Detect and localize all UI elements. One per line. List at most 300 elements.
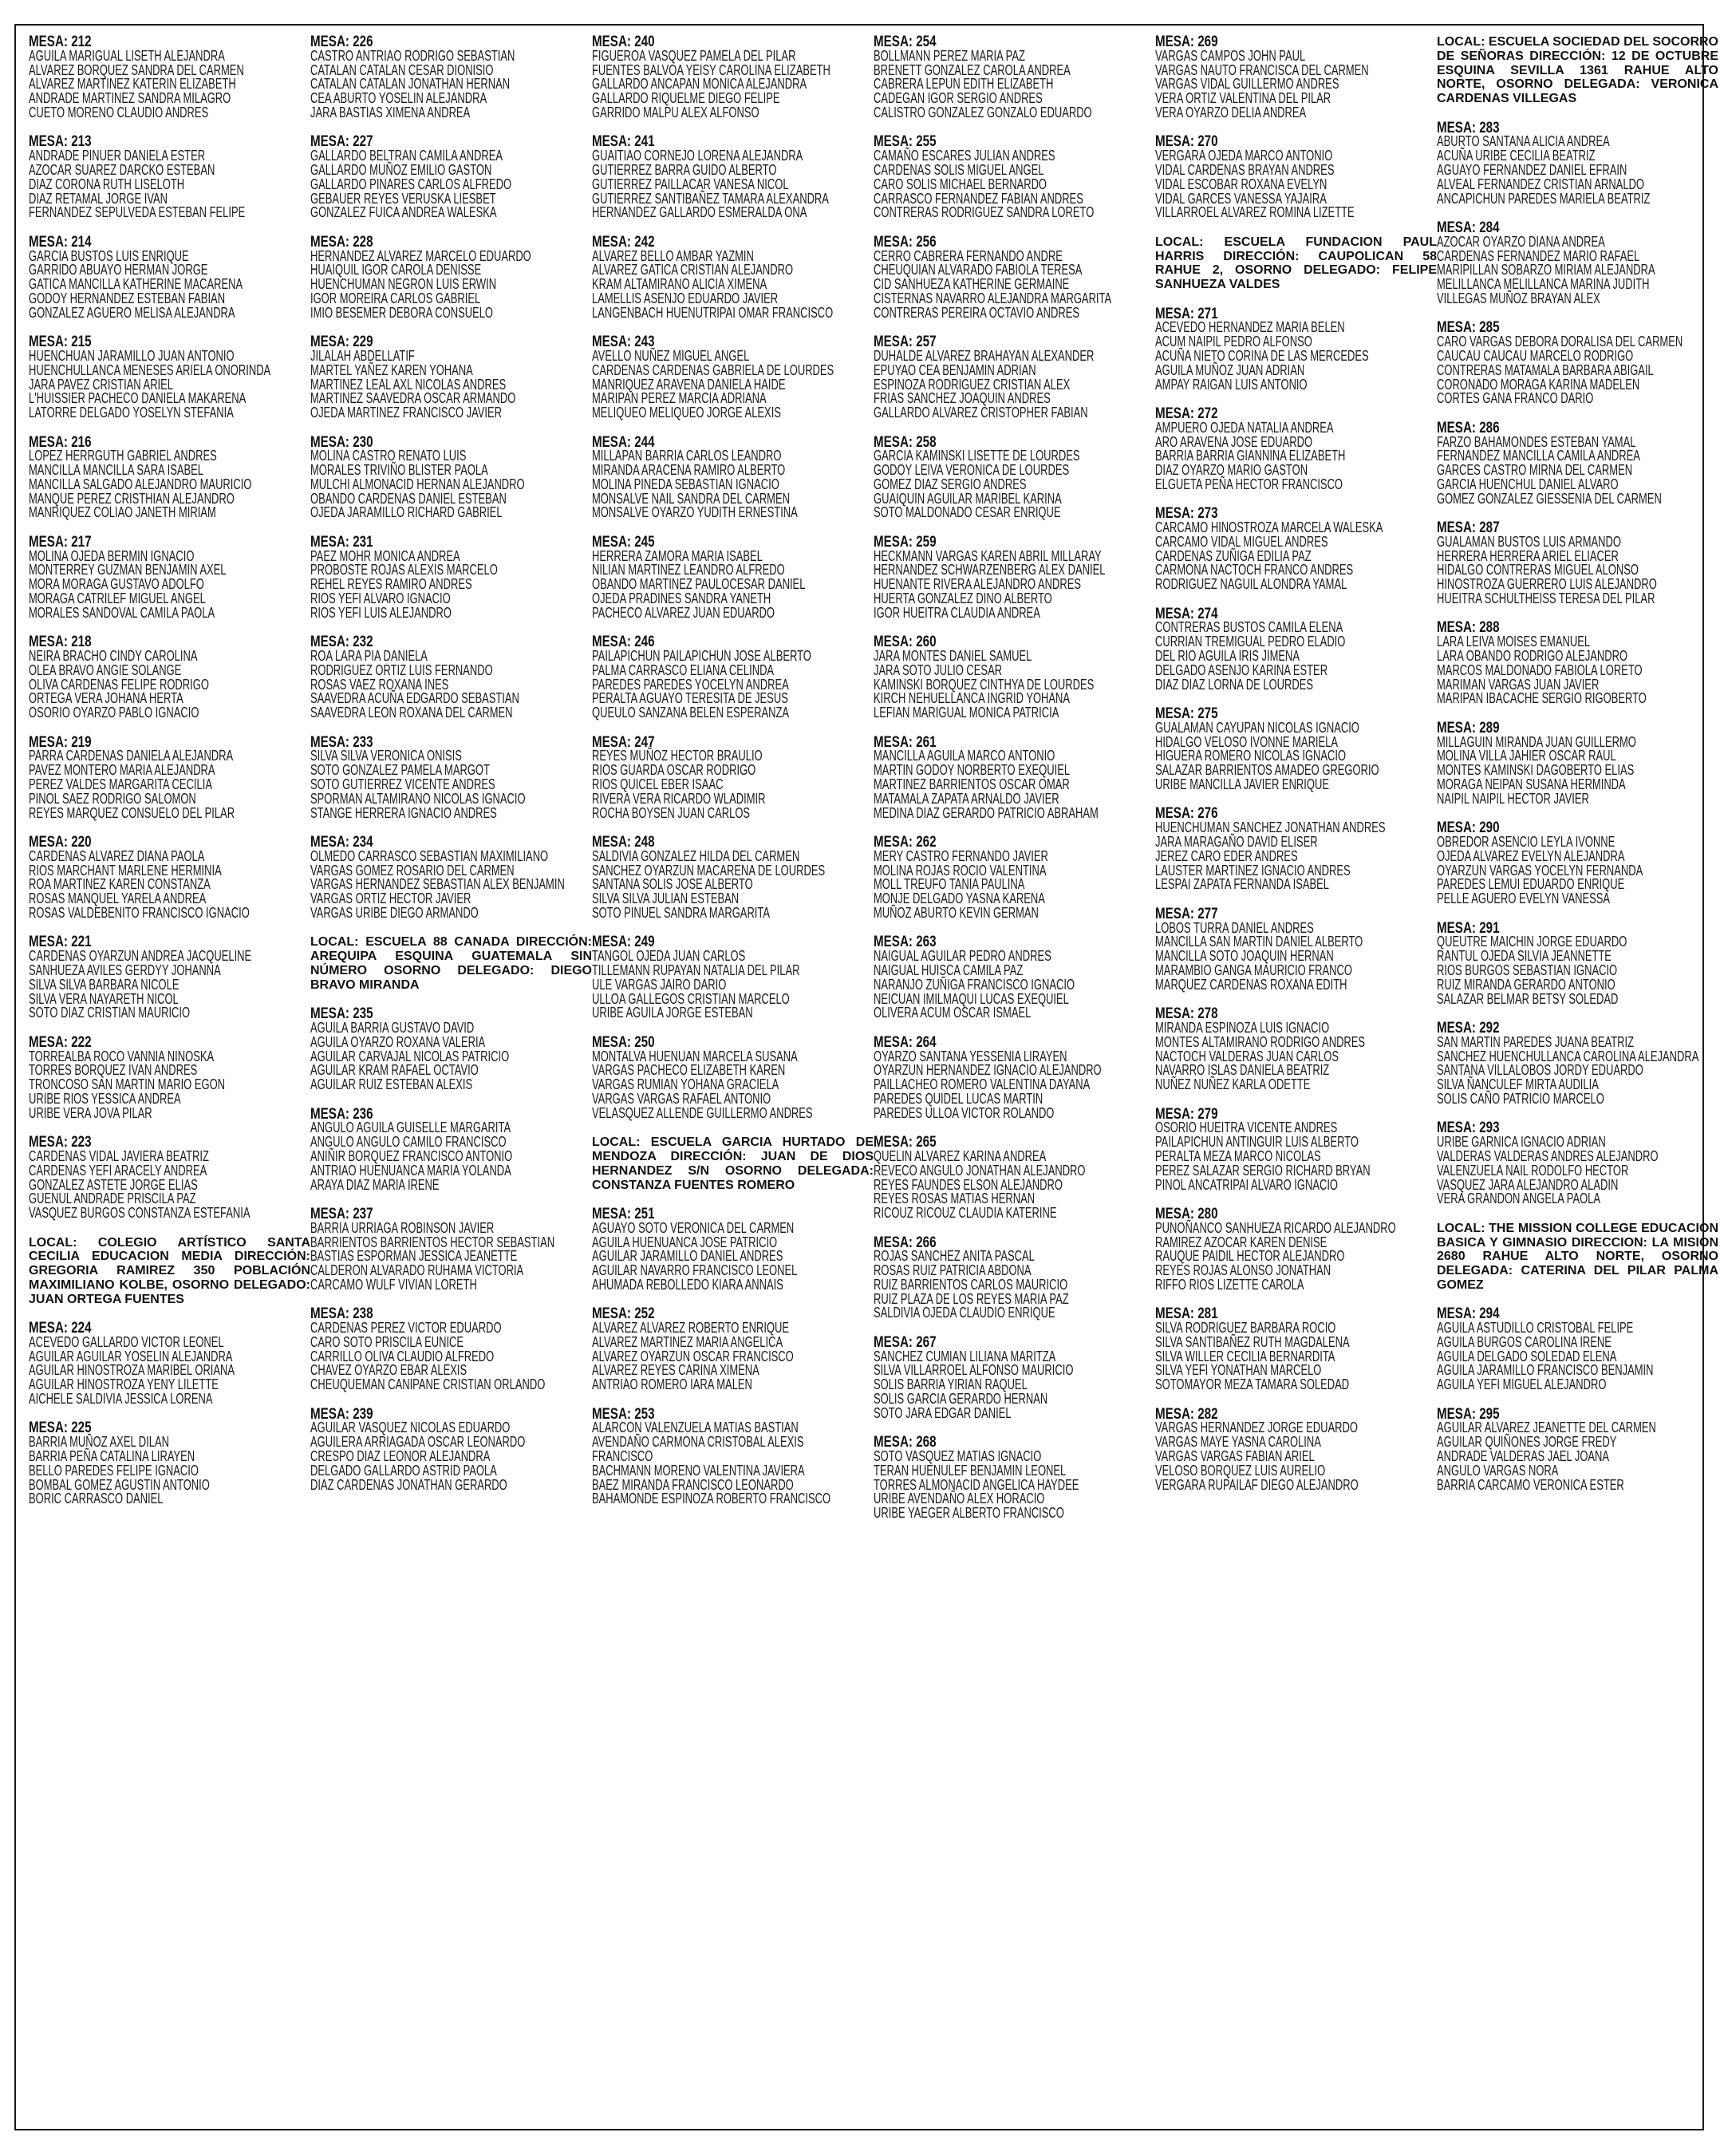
voter-name: LOPEZ HERRGUTH GABRIEL ANDRES — [29, 448, 217, 464]
voter-name: GUTIERREZ BARRA GUIDO ALBERTO — [592, 161, 777, 178]
voter-name: MELILLANCA MELILLANCA MARINA JUDITH — [1437, 276, 1650, 293]
voter-name: VARGAS ORTIZ HECTOR JAVIER — [310, 890, 471, 907]
mesa-title: MESA: 259 — [874, 533, 937, 551]
mesa-title: MESA: 285 — [1437, 319, 1500, 337]
voter-name: ROCHA BOYSEN JUAN CARLOS — [592, 804, 751, 821]
mesa-block — [592, 335, 874, 421]
voter-name: SANTANA VILLALOBOS JORDY EDUARDO — [1437, 1062, 1643, 1079]
voter-name: IMIO BESEMER DEBORA CONSUELO — [310, 304, 494, 321]
voter-name: JARA SOTO JULIO CESAR — [874, 661, 1003, 678]
voter-name: CARDENAS ALVAREZ DIANA PAOLA — [29, 847, 205, 864]
mesa-block — [29, 733, 310, 821]
voter-name: PAREDES ULLOA VICTOR ROLANDO — [874, 1104, 1055, 1121]
voter-name: HUENCHULLANCA MENESES ARIELA ONORINDA — [29, 361, 271, 378]
voter-name: GOMEZ DIAZ SERGIO ANDRES — [874, 476, 1027, 492]
voter-name: ACUM NAIPIL PEDRO ALFONSO — [1155, 334, 1312, 350]
voter-name: BARRIA URRIAGA ROBINSON JAVIER — [310, 1219, 495, 1236]
voter-name: FARZO BAHAMONDES ESTEBAN YAMAL — [1437, 433, 1636, 450]
voter-name: OBREDOR ASENCIO LEYLA IVONNE — [1437, 834, 1615, 850]
voter-name: HERNANDEZ ALVAREZ MARCELO EDUARDO — [310, 247, 531, 264]
voter-name: HIDALGO VELOSO IVONNE MARIELA — [1155, 733, 1339, 750]
mesa-block — [1155, 407, 1437, 492]
voter-name: AGUILAR ALVAREZ JEANETTE DEL CARMEN — [1437, 1420, 1656, 1436]
voter-name: CRESPO DIAZ LEONOR ALEJANDRA — [310, 1448, 491, 1465]
voter-name: BAHAMONDE ESPINOZA ROBERTO FRANCISCO — [592, 1491, 831, 1507]
voter-name: OSORIO HUEITRA VICENTE ANDRES — [1155, 1119, 1338, 1136]
mesa-title: MESA: 237 — [310, 1205, 373, 1222]
mesa-block — [592, 835, 874, 921]
mesa-block — [874, 335, 1155, 421]
mesa-title: MESA: 288 — [1437, 619, 1500, 637]
mesa-block — [29, 1321, 310, 1407]
voter-name: HIDALGO CONTRERAS MIGUEL ALONSO — [1437, 562, 1639, 578]
voter-name: VILLARROEL ALVAREZ ROMINA LIZETTE — [1155, 204, 1355, 221]
voter-name: AGUILA OYARZO ROXANA VALERIA — [310, 1033, 486, 1050]
local-info: LOCAL: ESCUELA SOCIEDAD DEL SOCORRO DE SEÑORAS DIRECCIÓN: 12 DE OCTUBRE ESQUINA SEVILLA 1361 RAHUE ALTO NORTE, OSORNO DELEGADA: VERONICA CARDENAS VILLEGAS — [1437, 35, 1718, 106]
mesa-title: MESA: 226 — [310, 35, 373, 50]
voter-name: QUELIN ALVAREZ KARINA ANDREA — [874, 1147, 1047, 1164]
voter-name: AGUILAR KRAM RAFAEL OCTAVIO — [310, 1062, 479, 1079]
voter-name: ACUÑA URIBE CECILIA BEATRIZ — [1437, 148, 1596, 164]
local-block — [592, 1135, 874, 1192]
voter-name: PERALTA AGUAYO TERESITA DE JESUS — [592, 690, 788, 707]
mesa-block — [1437, 1405, 1718, 1493]
voter-name: AGUILA YEFI MIGUEL ALEJANDRO — [1437, 1376, 1607, 1393]
local-block — [1437, 35, 1718, 106]
mesa-block — [1155, 907, 1437, 993]
voter-name: ALVAREZ ALVAREZ ROBERTO ENRIQUE — [592, 1320, 790, 1337]
voter-name: MOLINA ROJAS ROCIO VALENTINA — [874, 862, 1047, 879]
voter-name: CARCAMO HINOSTROZA MARCELA WALESKA — [1155, 519, 1383, 536]
voter-name: BELLO PAREDES FELIPE IGNACIO — [29, 1462, 199, 1479]
voter-name: DUHALDE ALVAREZ BRAHAYAN ALEXANDER — [874, 347, 1095, 364]
mesa-title: MESA: 276 — [1155, 805, 1218, 823]
voter-name: MELIQUEO MELIQUEO JORGE ALEXIS — [592, 405, 781, 421]
voter-name: MONTALVA HUENUAN MARCELA SUSANA — [592, 1048, 798, 1064]
voter-name: SILVA YEFI YONATHAN MARCELO — [1155, 1362, 1322, 1379]
mesa-title: MESA: 220 — [29, 834, 92, 851]
voter-name: AGUAYO SOTO VERONICA DEL CARMEN — [592, 1219, 795, 1236]
column-3 — [592, 35, 874, 2121]
voter-name: ALVAREZ MARTINEZ KATERIN ELIZABETH — [29, 76, 236, 93]
voter-name: MORALES SANDOVAL CAMILA PAOLA — [29, 604, 215, 621]
voter-name: OJEDA JARAMILLO RICHARD GABRIEL — [310, 504, 503, 521]
mesa-block — [29, 135, 310, 220]
voter-name: CERRO CABRERA FERNANDO ANDRE — [874, 247, 1063, 264]
voter-name: ROJAS SANCHEZ ANITA PASCAL — [874, 1248, 1035, 1265]
mesa-title: MESA: 292 — [1437, 1019, 1500, 1037]
mesa-block — [1437, 621, 1718, 706]
voter-name: BARRIENTOS BARRIENTOS HECTOR SEBASTIAN — [310, 1234, 555, 1250]
mesa-title: MESA: 256 — [874, 233, 937, 251]
voter-name: BORIC CARRASCO DANIEL — [29, 1491, 164, 1507]
voter-name: MORA MORAGA GUSTAVO ADOLFO — [29, 576, 204, 593]
voter-name: SOLIS BARRIA YIRIAN RAQUEL — [874, 1376, 1028, 1393]
local-block — [1155, 235, 1437, 292]
mesa-block — [592, 35, 874, 120]
voter-name: BOLLMANN PEREZ MARIA PAZ — [874, 47, 1025, 64]
mesa-block — [592, 1405, 874, 1507]
voter-name: OLIVA CARDENAS FELIPE RODRIGO — [29, 676, 209, 693]
voter-name: JARA MONTES DANIEL SAMUEL — [874, 648, 1032, 665]
voter-name: CARDENAS YEFI ARACELY ANDREA — [29, 1162, 207, 1179]
voter-name: CARDENAS OYARZUN ANDREA JACQUELINE — [29, 948, 252, 965]
voter-name: PERALTA MEZA MARCO NICOLAS — [1155, 1147, 1321, 1164]
voter-name: VARGAS RUMIAN YOHANA GRACIELA — [592, 1076, 779, 1093]
voter-name: BASTIAS ESPORMAN JESSICA JEANETTE — [310, 1248, 518, 1265]
mesa-block — [592, 135, 874, 220]
voter-name: FUENTES BALVOA YEISY CAROLINA ELIZABETH — [592, 61, 830, 78]
local-info: LOCAL: COLEGIO ARTÍSTICO SANTA CECILIA EDUCACION MEDIA DIRECCIÓN: GREGORIA RAMIREZ 350 POBLACIÓN MAXIMILIANO KOLBE, OSORNO DELEGADO: JUAN ORTEGA FUENTES — [29, 1235, 310, 1306]
column-4 — [874, 35, 1155, 2121]
voter-name: VARGAS HERNANDEZ JORGE EDUARDO — [1155, 1420, 1358, 1436]
voter-name: CATALAN CATALAN JONATHAN HERNAN — [310, 76, 511, 93]
voter-name: VERGARA RUPAILAF DIEGO ALEJANDRO — [1155, 1476, 1359, 1493]
voter-name: CARMONA NACTOCH FRANCO ANDRES — [1155, 562, 1354, 578]
mesa-block — [592, 1033, 874, 1121]
voter-name: STANGE HERRERA IGNACIO ANDRES — [310, 804, 497, 821]
voter-name: OYARZUN HERNANDEZ IGNACIO ALEJANDRO — [874, 1062, 1102, 1079]
voter-name: TERAN HUENULEF BENJAMIN LEONEL — [874, 1462, 1067, 1479]
voter-name: GARRIDO ABUAYO HERMAN JORGE — [29, 262, 208, 278]
voter-name: REHEL REYES RAMIRO ANDRES — [310, 576, 472, 593]
voter-name: MATAMALA ZAPATA ARNALDO JAVIER — [874, 790, 1059, 807]
voter-name: CARDENAS CARDENAS GABRIELA DE LOURDES — [592, 361, 834, 378]
voter-name: CUETO MORENO CLAUDIO ANDRES — [29, 104, 209, 120]
voter-name: GARCIA KAMINSKI LISETTE DE LOURDES — [874, 448, 1080, 464]
voter-name: MONSALVE NAIL SANDRA DEL CARMEN — [592, 490, 790, 507]
voter-name: MANCILLA SOTO JOAQUIN HERNAN — [1155, 948, 1334, 965]
voter-name: MONSALVE OYARZO YUDITH ERNESTINA — [592, 504, 798, 521]
voter-name: SILVA VILLARROEL ALFONSO MAURICIO — [874, 1362, 1074, 1379]
mesa-title: MESA: 218 — [29, 634, 92, 651]
voter-name: CARDENAS FERNANDEZ MARIO RAFAEL — [1437, 247, 1640, 264]
voter-name: REYES MARQUEZ CONSUELO DEL PILAR — [29, 804, 235, 821]
voter-name: KRAM ALTAMIRANO ALICIA XIMENA — [592, 276, 767, 293]
voter-name: GARCIA HUENCHUL DANIEL ALVARO — [1437, 476, 1619, 492]
mesa-block — [310, 1405, 592, 1493]
voter-name: VERA GRANDON ANGELA PAOLA — [1437, 1191, 1601, 1207]
voter-name: AVENDAÑO CARMONA CRISTOBAL ALEXIS — [592, 1434, 804, 1451]
voter-name: AGUILA ASTUDILLO CRISTOBAL FELIPE — [1437, 1320, 1634, 1337]
mesa-title: MESA: 249 — [592, 934, 655, 951]
voter-name: OYARZO SANTANA YESSENIA LIRAYEN — [874, 1048, 1067, 1064]
voter-name: VARGAS PACHECO ELIZABETH KAREN — [592, 1062, 786, 1079]
mesa-title: MESA: 247 — [592, 733, 655, 751]
voter-name: AGUILAR QUIÑONES JORGE FREDY — [1437, 1434, 1617, 1451]
voter-name: MONJE DELGADO YASNA KARENA — [874, 890, 1045, 907]
voter-name: AGUAYO FERNANDEZ DANIEL EFRAIN — [1437, 161, 1627, 178]
mesa-block — [1437, 321, 1718, 406]
mesa-title: MESA: 270 — [1155, 133, 1218, 151]
voter-name: CALDERON ALVARADO RUHAMA VICTORIA — [310, 1262, 524, 1279]
voter-name: LAMELLIS ASENJO EDUARDO JAVIER — [592, 290, 779, 306]
voter-name: GEBAUER REYES VERUSKA LIESBET — [310, 190, 496, 207]
mesa-title: MESA: 289 — [1437, 719, 1500, 736]
mesa-block — [310, 1105, 592, 1193]
mesa-block — [1155, 1105, 1437, 1193]
voter-name: CARCAMO WULF VIVIAN LORETH — [310, 1276, 477, 1293]
voter-name: MANCILLA AGUILA MARCO ANTONIO — [874, 748, 1055, 764]
voter-name: CARRASCO FERNANDEZ FABIAN ANDRES — [874, 190, 1083, 207]
mesa-block — [29, 1135, 310, 1221]
voter-name: GONZALEZ ASTETE JORGE ELIAS — [29, 1176, 198, 1193]
voter-name: VARGAS MAYE YASNA CAROLINA — [1155, 1434, 1321, 1451]
mesa-title: MESA: 216 — [29, 433, 92, 451]
voter-name: SANTANA SOLIS JOSE ALBERTO — [592, 876, 753, 893]
mesa-title: MESA: 214 — [29, 233, 92, 251]
voter-name: AGUILA MARIGUAL LISETH ALEJANDRA — [29, 47, 225, 64]
voter-name: AMPUERO OJEDA NATALIA ANDREA — [1155, 419, 1334, 436]
voter-name: RUIZ BARRIENTOS CARLOS MAURICIO — [874, 1276, 1068, 1293]
voter-name: MARTINEZ LEAL AXL NICOLAS ANDRES — [310, 376, 507, 393]
voter-name: PAREDES LEMUI EDUARDO ENRIQUE — [1437, 876, 1625, 893]
voter-name: ALVAREZ OYARZUN OSCAR FRANCISCO — [592, 1348, 794, 1364]
voter-name: SALAZAR BELMAR BETSY SOLEDAD — [1437, 990, 1619, 1007]
voter-name: PAILAPICHUN ANTINGUIR LUIS ALBERTO — [1155, 1134, 1359, 1151]
mesa-block — [310, 635, 592, 721]
voter-name: RIFFO RIOS LIZETTE CAROLA — [1155, 1276, 1304, 1293]
mesa-title: MESA: 232 — [310, 634, 373, 651]
mesa-title: MESA: 275 — [1155, 705, 1218, 723]
mesa-block — [1437, 521, 1718, 606]
voter-name: NAIGUAL HUISCA CAMILA PAZ — [874, 962, 1024, 978]
voter-name: CONTRERAS MATAMALA BARBARA ABIGAIL — [1437, 361, 1654, 378]
voter-name: REYES FAUNDES ELSON ALEJANDRO — [874, 1176, 1063, 1193]
mesa-title: MESA: 221 — [29, 934, 92, 951]
voter-name: SILVA SANTIBAÑEZ RUTH MAGDALENA — [1155, 1333, 1350, 1350]
voter-name: GALLARDO RIQUELME DIEGO FELIPE — [592, 90, 780, 107]
mesa-title: MESA: 217 — [29, 533, 92, 551]
voter-name: LESPAI ZAPATA FERNANDA ISABEL — [1155, 876, 1329, 893]
mesa-block — [592, 733, 874, 821]
voter-name: SPORMAN ALTAMIRANO NICOLAS IGNACIO — [310, 790, 526, 807]
voter-name: GUALAMAN BUSTOS LUIS ARMANDO — [1437, 533, 1621, 550]
voter-name: CORONADO MORAGA KARINA MADELEN — [1437, 376, 1640, 393]
mesa-title: MESA: 242 — [592, 233, 655, 251]
voter-name: CORTES GANA FRANCO DARIO — [1437, 390, 1594, 407]
mesa-title: MESA: 248 — [592, 834, 655, 851]
voter-name: MONTERREY GUZMAN BENJAMIN AXEL — [29, 562, 227, 578]
mesa-title: MESA: 280 — [1155, 1205, 1218, 1222]
voter-name: HERNANDEZ GALLARDO ESMERALDA ONA — [592, 204, 807, 221]
voter-name: OBANDO CARDENAS DANIEL ESTEBAN — [310, 490, 507, 507]
mesa-title: MESA: 262 — [874, 834, 937, 851]
mesa-title: MESA: 287 — [1437, 519, 1500, 537]
voter-name: HERRERA ZAMORA MARIA ISABEL — [592, 547, 763, 564]
mesa-block — [310, 535, 592, 621]
voter-name: SANHUEZA AVILES GERDYY JOHANNA — [29, 962, 221, 978]
mesa-title: MESA: 235 — [310, 1005, 373, 1023]
voter-name: GATICA MANCILLA KATHERINE MACARENA — [29, 276, 243, 293]
voter-name: MULCHI ALMONACID HERNAN ALEJANDRO — [310, 476, 525, 492]
mesa-block — [1155, 135, 1437, 220]
voter-name: SOTO VASQUEZ MATIAS IGNACIO — [874, 1448, 1042, 1465]
voter-name: AGUILA HUENUANCA JOSE PATRICIO — [592, 1234, 778, 1250]
voter-name: PROBOSTE ROJAS ALEXIS MARCELO — [310, 562, 498, 578]
mesa-title: MESA: 265 — [874, 1134, 937, 1151]
voter-name: DIAZ OYARZO MARIO GASTON — [1155, 462, 1308, 479]
voter-name: NAIPIL NAIPIL HECTOR JAVIER — [1437, 790, 1589, 807]
mesa-title: MESA: 281 — [1155, 1305, 1218, 1323]
voter-name: CARDENAS PEREZ VICTOR EDUARDO — [310, 1320, 502, 1337]
voter-name: NARANJO ZUÑIGA FRANCISCO IGNACIO — [874, 976, 1075, 993]
voter-name: ACUÑA NIETO CORINA DE LAS MERCEDES — [1155, 347, 1369, 364]
voter-name: AGUILAR HINOSTROZA YENY LILETTE — [29, 1376, 219, 1393]
voter-name: VILLEGAS MUÑOZ BRAYAN ALEX — [1437, 290, 1600, 306]
voter-name: VELASQUEZ ALLENDE GUILLERMO ANDRES — [592, 1104, 813, 1121]
mesa-title: MESA: 239 — [310, 1405, 373, 1423]
voter-name: ALVAREZ GATICA CRISTIAN ALEJANDRO — [592, 262, 794, 278]
voter-name: SAAVEDRA LEON ROXANA DEL CARMEN — [310, 705, 513, 721]
mesa-title: MESA: 250 — [592, 1033, 655, 1051]
mesa-block — [874, 1135, 1155, 1221]
voter-name: URIBE MANCILLA JAVIER ENRIQUE — [1155, 776, 1329, 793]
voter-name: EPUYAO CEA BENJAMIN ADRIAN — [874, 361, 1036, 378]
voter-name: ORTEGA VERA JOHANA HERTA — [29, 690, 183, 707]
voter-name: MARAMBIO GANGA MAURICIO FRANCO — [1155, 962, 1352, 978]
columns-container — [29, 35, 1718, 2121]
voter-name: SOTO PINUEL SANDRA MARGARITA — [592, 904, 771, 921]
voter-name: MARIMAN VARGAS JUAN JAVIER — [1437, 676, 1600, 693]
mesa-title: MESA: 253 — [592, 1405, 655, 1423]
mesa-block — [874, 835, 1155, 921]
mesa-title: MESA: 234 — [310, 834, 373, 851]
mesa-block — [29, 433, 310, 521]
voter-name: CONTRERAS PEREIRA OCTAVIO ANDRES — [874, 304, 1080, 321]
mesa-block — [874, 1435, 1155, 1521]
voter-name: ALVAREZ BORQUEZ SANDRA DEL CARMEN — [29, 61, 244, 78]
voter-name: FRIAS SANCHEZ JOAQUIN ANDRES — [874, 390, 1051, 407]
voter-name: MARIPAN IBACACHE SERGIO RIGOBERTO — [1437, 690, 1647, 707]
mesa-block — [874, 733, 1155, 821]
voter-name: TORREALBA ROCO VANNIA NINOSKA — [29, 1048, 215, 1064]
voter-name: GALLARDO MUÑOZ EMILIO GASTON — [310, 161, 492, 178]
voter-name: VARGAS NAUTO FRANCISCA DEL CARMEN — [1155, 61, 1369, 78]
mesa-title: MESA: 229 — [310, 334, 373, 351]
voter-name: ABURTO SANTANA ALICIA ANDREA — [1437, 133, 1610, 150]
voter-name: SANCHEZ OYARZUN MACARENA DE LOURDES — [592, 862, 826, 879]
voter-name: MARCOS MALDONADO FABIOLA LORETO — [1437, 661, 1643, 678]
voter-name: MANRIQUEZ COLIAO JANETH MIRIAM — [29, 504, 216, 521]
mesa-title: MESA: 293 — [1437, 1119, 1500, 1137]
voter-name: ROA LARA PIA DANIELA — [310, 648, 428, 665]
voter-name: HUENCHUMAN SANCHEZ JONATHAN ANDRES — [1155, 819, 1386, 836]
voter-name: RIOS QUICEL EBER ISAAC — [592, 776, 724, 793]
voter-name: SAN MARTIN PAREDES JUANA BEATRIZ — [1437, 1033, 1635, 1050]
voter-name: VARGAS CAMPOS JOHN PAUL — [1155, 47, 1306, 64]
mesa-title: MESA: 258 — [874, 433, 937, 451]
voter-name: BOMBAL GOMEZ AGUSTIN ANTONIO — [29, 1476, 210, 1493]
voter-name: URIBE AVENDAÑO ALEX HORACIO — [874, 1491, 1045, 1507]
voter-name: URIBE GARNICA IGNACIO ADRIAN — [1437, 1134, 1606, 1151]
mesa-block — [29, 35, 310, 120]
voter-name: SILVA ÑANCULEF MIRTA AUDILIA — [1437, 1076, 1599, 1093]
voter-name: ARO ARAVENA JOSE EDUARDO — [1155, 433, 1313, 450]
mesa-block — [310, 135, 592, 220]
voter-name: GONZALEZ FUICA ANDREA WALESKA — [310, 204, 497, 221]
voter-name: MEDINA DIAZ GERARDO PATRICIO ABRAHAM — [874, 804, 1099, 821]
voter-name: MOLINA CASTRO RENATO LUIS — [310, 448, 467, 464]
mesa-title: MESA: 228 — [310, 233, 373, 251]
mesa-block — [874, 235, 1155, 321]
voter-name: VASQUEZ JARA ALEJANDRO ALADIN — [1437, 1176, 1619, 1193]
voter-name: OBANDO MARTINEZ PAULOCESAR DANIEL — [592, 576, 806, 593]
voter-name: SILVA SILVA VERONICA ONISIS — [310, 748, 462, 764]
mesa-title: MESA: 277 — [1155, 905, 1218, 922]
voter-name: ALARCON VALENZUELA MATIAS BASTIAN — [592, 1420, 799, 1436]
voter-name: MILLAGUIN MIRANDA JUAN GUILLERMO — [1437, 733, 1636, 750]
voter-name: JARA BASTIAS XIMENA ANDREA — [310, 104, 471, 120]
mesa-title: MESA: 268 — [874, 1434, 937, 1451]
mesa-block — [1437, 1121, 1718, 1206]
mesa-block — [310, 733, 592, 821]
voter-name: PEREZ SALAZAR SERGIO RICHARD BRYAN — [1155, 1162, 1371, 1179]
voter-name: PAILAPICHUN PAILAPICHUN JOSE ALBERTO — [592, 648, 811, 665]
mesa-title: MESA: 252 — [592, 1305, 655, 1323]
voter-name: PARRA CARDENAS DANIELA ALEJANDRA — [29, 748, 234, 764]
voter-name: ANTRIAO ROMERO IARA MALEN — [592, 1376, 752, 1393]
voter-name: MOLINA OJEDA BERMIN IGNACIO — [29, 547, 195, 564]
voter-name: MIRANDA ESPINOZA LUIS IGNACIO — [1155, 1019, 1330, 1036]
voter-name: MARQUEZ CARDENAS ROXANA EDITH — [1155, 976, 1347, 993]
mesa-block — [29, 335, 310, 421]
voter-name: AGUILA MUÑOZ JUAN ADRIAN — [1155, 361, 1305, 378]
voter-name: GALLARDO PINARES CARLOS ALFREDO — [310, 176, 512, 192]
mesa-title: MESA: 267 — [874, 1333, 937, 1351]
voter-name: SOLIS GARCIA GERARDO HERNAN — [874, 1391, 1048, 1408]
voter-name: TORRES ALMONACID ANGELICA HAYDEE — [874, 1476, 1079, 1493]
voter-name: AICHELE SALDIVIA JESSICA LORENA — [29, 1391, 213, 1408]
voter-name: ULE VARGAS JAIRO DARIO — [592, 976, 727, 993]
voter-name: MORALES TRIVIÑO BLISTER PAOLA — [310, 462, 488, 479]
voter-name: ACEVEDO HERNANDEZ MARIA BELEN — [1155, 319, 1345, 336]
mesa-title: MESA: 215 — [29, 334, 92, 351]
voter-name: AZOCAR OYARZO DIANA ANDREA — [1437, 233, 1605, 250]
voter-name: CISTERNAS NAVARRO ALEJANDRA MARGARITA — [874, 290, 1112, 306]
voter-name: VERGARA OJEDA MARCO ANTONIO — [1155, 148, 1333, 164]
voter-name: IGOR MOREIRA CARLOS GABRIEL — [310, 290, 481, 306]
voter-name: FERNANDEZ MANCILLA CAMILA ANDREA — [1437, 448, 1640, 464]
voter-name: VARGAS URIBE DIEGO ARMANDO — [310, 904, 479, 921]
voter-name: JEREZ CARO EDER ANDRES — [1155, 847, 1298, 864]
voter-name: LANGENBACH HUENUTRIPAI OMAR FRANCISCO — [592, 304, 834, 321]
mesa-title: MESA: 230 — [310, 433, 373, 451]
mesa-block — [592, 535, 874, 621]
voter-name: TRONCOSO SAN MARTIN MARIO EGON — [29, 1076, 226, 1093]
voter-name: AGUILAR CARVAJAL NICOLAS PATRICIO — [310, 1048, 510, 1064]
voter-name: CARDENAS ZUÑIGA EDILIA PAZ — [1155, 547, 1312, 564]
mesa-block — [592, 1207, 874, 1293]
mesa-block — [1155, 607, 1437, 693]
voter-name: VIDAL GARCES VANESSA YAJAIRA — [1155, 190, 1327, 207]
mesa-block — [1155, 35, 1437, 120]
local-info: LOCAL: ESCUELA GARCIA HURTADO DE MENDOZA DIRECCIÓN: JUAN DE DIOS HERNANDEZ S/N OSORNO DELEGADA: CONSTANZA FUENTES ROMERO — [592, 1135, 874, 1192]
mesa-block — [1437, 1307, 1718, 1392]
voter-name: HINOSTROZA GUERRERO LUIS ALEJANDRO — [1437, 576, 1657, 593]
voter-name: PACHECO ALVAREZ JUAN EDUARDO — [592, 604, 775, 621]
voter-name: MANRIQUEZ ARAVENA DANIELA HAIDE — [592, 376, 786, 393]
mesa-title: MESA: 212 — [29, 35, 92, 50]
voter-name: AGUILAR JARAMILLO DANIEL ANDRES — [592, 1248, 783, 1265]
voter-name: MANCILLA MANCILLA SARA ISABEL — [29, 462, 203, 479]
mesa-title: MESA: 236 — [310, 1105, 373, 1123]
voter-name: SILVA SILVA JULIAN ESTEBAN — [592, 890, 740, 907]
voter-name: GARCIA BUSTOS LUIS ENRIQUE — [29, 247, 189, 264]
voter-name: ROSAS VAEZ ROXANA INES — [310, 676, 449, 693]
mesa-title: MESA: 225 — [29, 1420, 92, 1437]
voter-name: CEA ABURTO YOSELIN ALEJANDRA — [310, 90, 487, 107]
